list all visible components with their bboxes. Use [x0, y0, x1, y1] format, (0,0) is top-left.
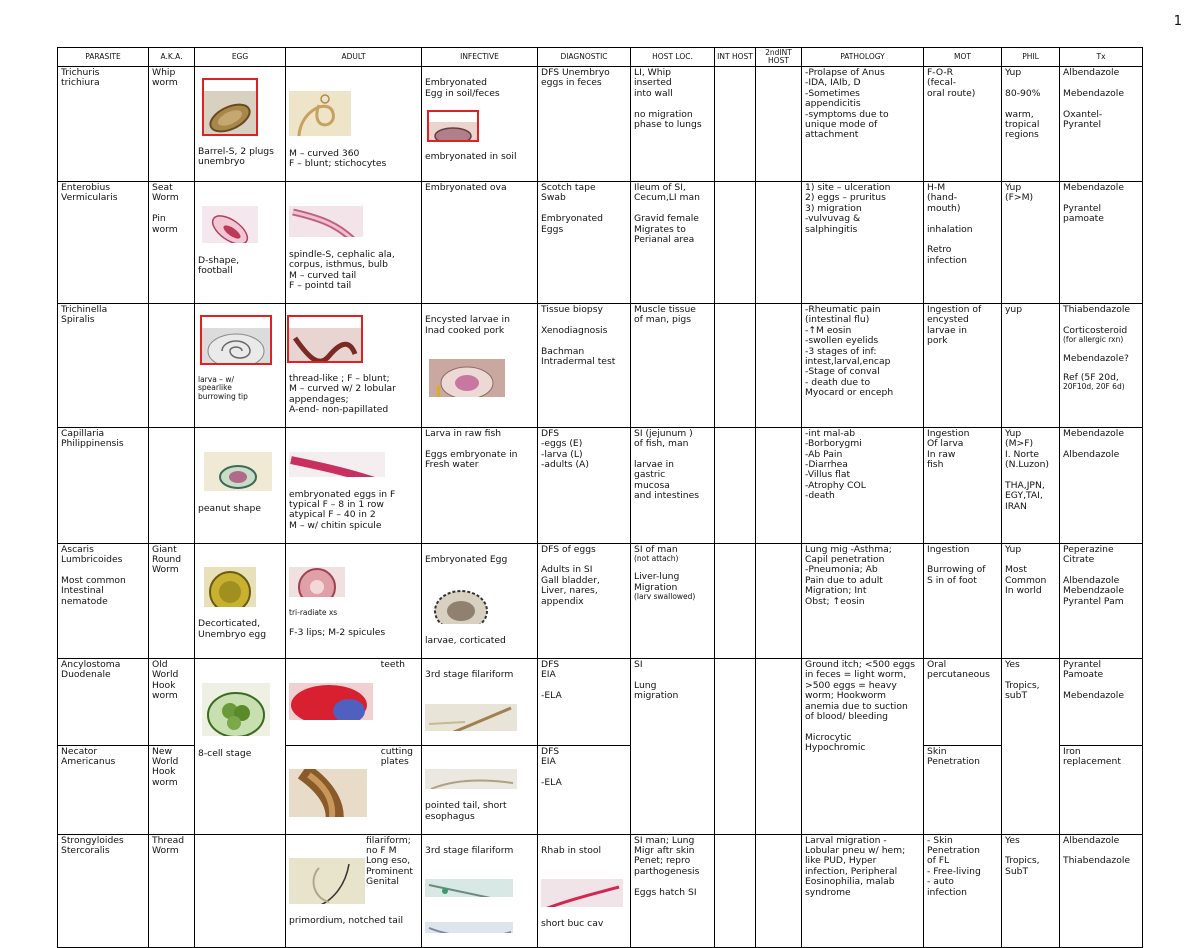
parasite-cell: Ascaris Lumbricoides Most common Intestinal nematode	[58, 543, 149, 658]
adult-caption: M – curved 360 F – blunt; stichocytes	[289, 147, 387, 170]
header-tx: Tx	[1060, 48, 1143, 67]
int-host-cell	[715, 834, 756, 947]
trichuris-infective-image	[429, 112, 477, 140]
ancylostoma-infective-image	[425, 693, 517, 731]
2nd-int-host-cell	[756, 67, 802, 182]
capillaria-egg-image	[204, 441, 272, 491]
trichuris-egg-image	[204, 80, 256, 134]
table-row	[58, 67, 1143, 182]
adult-caption: thread-like ; F – blunt; M – curved w/ 2 lobular appendages; A-end- non-papillated	[289, 372, 396, 415]
header-pathology: PATHOLOGY	[802, 48, 924, 67]
strongyloides-infective-image	[425, 869, 513, 897]
2nd-int-host-cell	[756, 182, 802, 304]
egg-cell	[195, 303, 286, 427]
egg-cell	[195, 834, 286, 947]
phil-cell: yup	[1002, 303, 1060, 427]
pathology-cell: -Prolapse of Anus -IDA, IAIb, D -Sometimes appendicitis -symptoms due to unique mode of attachment	[802, 67, 924, 182]
infective-text: 3rd stage filariform	[425, 669, 514, 681]
aka-cell: Thread Worm	[149, 834, 195, 947]
adult-cell	[286, 543, 422, 658]
parasite-cell: Necator Americanus	[58, 745, 149, 834]
diagnostic-cell: Tissue biopsy Xenodiagnosis Bachman Intradermal test	[538, 303, 631, 427]
header-phil: PHIL	[1002, 48, 1060, 67]
adult-cell	[286, 67, 422, 182]
egg-caption: D-shape, football	[198, 254, 240, 277]
header-diagnostic: DIAGNOSTIC	[538, 48, 631, 67]
tx-text: Thiabendazole Corticosteroid	[1063, 303, 1131, 336]
host-note: (larv swallowed)	[634, 592, 696, 602]
egg-caption: peanut shape	[198, 502, 262, 514]
pathology-cell: -Rheumatic pain (intestinal flu) -↑M eosin -swollen eyelids -3 stages of inf: intest,larval,encap -Stage of conval - death due to Myocard or enceph	[802, 303, 924, 427]
adult-caption: embryonated eggs in F typical F – 8 in 1 row atypical F – 40 in 2 M – w/ chitin spicule	[289, 488, 396, 531]
infective-text: Embryonated Egg in soil/feces	[425, 77, 500, 99]
pathology-cell: 1) site – ulceration 2) eggs – pruritus 3) migration -vulvuvag & salphingitis	[802, 182, 924, 304]
trichinella-adult-image	[289, 317, 361, 361]
header-host-loc: HOST LOC.	[631, 48, 715, 67]
mot-cell: Skin Penetration	[924, 745, 1002, 834]
host-cell	[631, 543, 715, 658]
diagnostic-cell: DFS Unembryo eggs in feces	[538, 67, 631, 182]
mot-cell: - Skin Penetration of FL - Free-living - auto infection	[924, 834, 1002, 947]
2nd-int-host-cell	[756, 834, 802, 947]
trichinella-larva-image	[202, 317, 270, 363]
ascaris-infective-image	[431, 578, 491, 624]
tx-cell: Pyrantel Pamoate Mebendazole	[1060, 659, 1143, 746]
pathology-cell: Lung mig -Asthma; Capil penetration -Pneumonia; Ab Pain due to adult Migration; Int Obst; ↑eosin	[802, 543, 924, 658]
adult-cell	[286, 427, 422, 543]
diagnostic-cell: DFS EIA -ELA	[538, 659, 631, 746]
strongyloides-adult-image	[289, 848, 365, 904]
strongyloides-diagnostic-image	[541, 869, 623, 907]
phil-cell: Yup 80-90% warm, tropical regions	[1002, 67, 1060, 182]
2nd-int-host-cell	[756, 303, 802, 427]
egg-caption: Decorticated, Unembryo egg	[198, 618, 267, 640]
tx-text: Ref (5F 20d,	[1063, 372, 1119, 383]
table-row	[58, 427, 1143, 543]
tx-text: Mebendazole?	[1063, 352, 1129, 364]
phil-cell: Yup (F>M)	[1002, 182, 1060, 304]
egg-caption: 8-cell stage	[198, 747, 252, 759]
tx-cell: Albendazole Mebendazole Oxantel- Pyrantel	[1060, 67, 1143, 182]
tx-cell: Albendazole Thiabendazole	[1060, 834, 1143, 947]
ascaris-adult-image	[289, 557, 345, 597]
infective-caption: pointed tail, short esophagus	[425, 800, 507, 822]
pathology-cell: Larval migration - Lobular pneu w/ hem; like PUD, Hyper infection, Peripheral Eosinophilia, malab syndrome	[802, 834, 924, 947]
header-mot: MOT	[924, 48, 1002, 67]
infective-cell	[422, 303, 538, 427]
host-text: Liver-lung Migration	[634, 571, 680, 593]
header-2nd-int-host: 2ndINT HOST	[756, 48, 802, 67]
infective-cell: Larva in raw fish Eggs embryonate in Fresh water	[422, 427, 538, 543]
adult-caption: filariform; no F M Long eso, Prominent Genital	[366, 834, 413, 888]
mot-cell: F-O-R (fecal- oral route)	[924, 67, 1002, 182]
aka-cell	[149, 427, 195, 543]
ancylostoma-adult-image	[289, 672, 373, 720]
egg-cell	[195, 543, 286, 658]
header-adult: ADULT	[286, 48, 422, 67]
necator-adult-image	[289, 759, 367, 817]
parasite-cell: Trichuris trichiura	[58, 67, 149, 182]
diagnostic-cell: Scotch tape Swab Embryonated Eggs	[538, 182, 631, 304]
int-host-cell	[715, 182, 756, 304]
phil-cell: Yes Tropics, SubT	[1002, 834, 1060, 947]
egg-cell	[195, 659, 286, 835]
parasite-cell: Ancylostoma Duodenale	[58, 659, 149, 746]
mot-cell: Ingestion Burrowing of S in of foot	[924, 543, 1002, 658]
infective-text: Encysted larvae in Inad cooked pork	[425, 314, 510, 336]
mot-cell: Ingestion Of larva In raw fish	[924, 427, 1002, 543]
capillaria-adult-image	[289, 441, 385, 477]
header-row	[58, 48, 1143, 67]
mot-cell: H-M (hand- mouth) inhalation Retro infection	[924, 182, 1002, 304]
tx-cell: Mebendazole Pyrantel pamoate	[1060, 182, 1143, 304]
2nd-int-host-cell	[756, 543, 802, 658]
adult-cell	[286, 834, 422, 947]
int-host-cell	[715, 427, 756, 543]
infective-caption: embryonated in soil	[425, 151, 517, 163]
table-row	[58, 659, 1143, 746]
tx-cell: Iron replacement	[1060, 745, 1143, 834]
parasite-table	[57, 47, 1143, 948]
diagnostic-text: Rhab in stool	[541, 845, 602, 857]
adult-cell	[286, 659, 422, 746]
enterobius-adult-image	[289, 195, 363, 237]
diagnostic-cell: DFS -eggs (E) -larva (L) -adults (A)	[538, 427, 631, 543]
diagnostic-cell	[538, 834, 631, 947]
parasite-cell: Strongyloides Stercoralis	[58, 834, 149, 947]
header-egg: EGG	[195, 48, 286, 67]
adult-caption: spindle-S, cephalic ala, corpus, isthmus, bulb M – curved tail F – pointd tail	[289, 248, 395, 292]
egg-caption: Barrel-S, 2 plugs unembryo	[198, 145, 274, 168]
phil-cell: Yup (M>F) I. Norte (N.Luzon) THA,JPN, EGY,TAI, IRAN	[1002, 427, 1060, 543]
adult-caption: teeth	[380, 659, 405, 670]
int-host-cell	[715, 67, 756, 182]
tx-note: 20F10d, 20F 6d)	[1063, 382, 1125, 392]
host-cell: Muscle tissue of man, pigs	[631, 303, 715, 427]
adult-cell	[286, 745, 422, 834]
header-parasite: PARASITE	[58, 48, 149, 67]
header-aka: A.K.A.	[149, 48, 195, 67]
pathology-cell: Ground itch; <500 eggs in feces = light worm, >500 eggs = heavy worm; Hookworm anemia due to suction of blood/ bleeding Microcytic Hypochromic	[802, 659, 924, 835]
aka-cell: New World Hook worm	[149, 745, 195, 834]
parasite-cell: Trichinella Spiralis	[58, 303, 149, 427]
host-cell: Ileum of SI, Cecum,LI man Gravid female Migrates to Perianal area	[631, 182, 715, 304]
mot-cell: Oral percutaneous	[924, 659, 1002, 746]
tx-note: (for allergic rxn)	[1063, 335, 1124, 345]
pathology-cell: -int mal-ab -Borborygmi -Ab Pain -Diarrhea -Villus flat -Atrophy COL -death	[802, 427, 924, 543]
host-cell: LI, Whip inserted into wall no migration phase to lungs	[631, 67, 715, 182]
strongyloides-infective-image-2	[425, 911, 513, 933]
infective-cell	[422, 745, 538, 834]
2nd-int-host-cell	[756, 427, 802, 543]
table-row	[58, 543, 1143, 658]
aka-cell: Whip worm	[149, 67, 195, 182]
table-row	[58, 182, 1143, 304]
hookworm-egg-image	[202, 672, 270, 736]
egg-cell	[195, 67, 286, 182]
parasite-cell: Enterobius Vermicularis	[58, 182, 149, 304]
ascaris-egg-image	[204, 557, 256, 607]
infective-text: Embryonated Egg	[425, 553, 508, 565]
host-note: (not attach)	[634, 553, 679, 563]
int-host-cell	[715, 543, 756, 658]
table-row	[58, 834, 1143, 947]
tx-cell: Peperazine Citrate Albendazole Mebendzaole Pyrantel Pam	[1060, 543, 1143, 658]
table-row	[58, 303, 1143, 427]
trichinella-cyst-image	[429, 349, 505, 397]
host-cell: SI (jejunum ) of fish, man larvae in gastric mucosa and intestines	[631, 427, 715, 543]
adult-caption-bottom: primordium, notched tail	[289, 915, 404, 927]
host-cell: SI Lung migration	[631, 659, 715, 835]
mot-cell: Ingestion of encysted larvae in pork	[924, 303, 1002, 427]
diagnostic-cell: DFS EIA -ELA	[538, 745, 631, 834]
adult-caption: cutting plates	[380, 745, 413, 768]
adult-cell	[286, 182, 422, 304]
egg-cell	[195, 427, 286, 543]
adult-cell	[286, 303, 422, 427]
header-infective: INFECTIVE	[422, 48, 538, 67]
infective-cell	[422, 67, 538, 182]
host-text: SI of man	[634, 543, 678, 555]
phil-cell: Yes Tropics, subT	[1002, 659, 1060, 835]
aka-cell	[149, 303, 195, 427]
int-host-cell	[715, 659, 756, 835]
trichuris-adult-image	[289, 80, 351, 136]
infective-caption: larvae, corticated	[425, 635, 506, 647]
adult-caption-small: tri-radiate xs	[289, 608, 338, 618]
diagnostic-cell: DFS of eggs Adults in SI Gall bladder, Liver, nares, appendix	[538, 543, 631, 658]
diagnostic-caption: short buc cav	[541, 918, 604, 930]
egg-caption: larva – w/ spearlike burrowing tip	[198, 374, 248, 401]
aka-cell: Old World Hook worm	[149, 659, 195, 746]
2nd-int-host-cell	[756, 659, 802, 835]
enterobius-egg-image	[202, 195, 258, 243]
infective-cell: Embryonated ova	[422, 182, 538, 304]
phil-cell: Yup Most Common In world	[1002, 543, 1060, 658]
aka-cell: Giant Round Worm	[149, 543, 195, 658]
egg-cell	[195, 182, 286, 304]
tx-cell	[1060, 303, 1143, 427]
page-number: 1	[1173, 14, 1182, 29]
tx-cell: Mebendazole Albendazole	[1060, 427, 1143, 543]
header-int-host: INT HOST	[715, 48, 756, 67]
infective-cell	[422, 543, 538, 658]
parasite-cell: Capillaria Philippinensis	[58, 427, 149, 543]
host-cell: SI man; Lung Migr aftr skin Penet; repro parthogenesis Eggs hatch SI	[631, 834, 715, 947]
adult-caption: F-3 lips; M-2 spicules	[289, 627, 386, 639]
infective-cell	[422, 659, 538, 746]
aka-cell: Seat Worm Pin worm	[149, 182, 195, 304]
int-host-cell	[715, 303, 756, 427]
infective-text: 3rd stage filariform	[425, 845, 514, 857]
infective-cell	[422, 834, 538, 947]
